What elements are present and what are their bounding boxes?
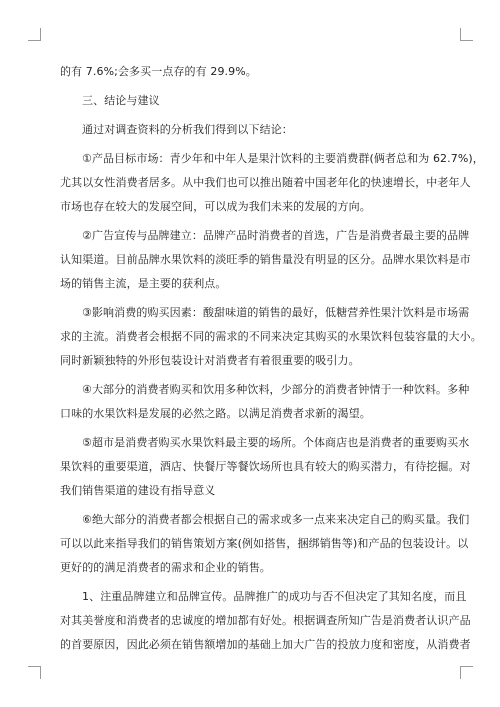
text-line: 同时新颖独特的外形包装设计对消费者有着很重要的吸引力。 [60,354,360,367]
crop-mark-bottom-left [28,666,41,679]
text-line: 我们销售渠道的建设有指导意义 [60,484,216,497]
text-line: 口味的水果饮料是发展的必然之路。以满足消费者求新的渴望。 [60,407,371,420]
text-line: 对其美誉度和消费者的忠诚度的增加都有好处。根据调查所知广告是消费者认识产品 [60,614,471,627]
text-line: 更好的的满足消费者的需求和企业的销售。 [60,561,271,574]
text-line: 场的销售主流，是主要的获利点。 [60,277,227,290]
section-heading: 三、结论与建议 [82,94,160,107]
crop-mark-top-right [460,28,473,41]
text-line: 认知渠道。目前品牌水果饮料的淡旺季的销售量没有明显的区分。品牌水果饮料是市 [60,253,471,266]
suggestion-1: 1、注重品牌建立和品牌宣传。品牌推广的成功与否不但决定了其知名度，而且 [82,590,467,603]
text-line: 求的主流。消费者会根据不同的需求的不同来决定其购买的水果饮料包装容量的大小。 [60,330,482,343]
text-line: 可以以此来指导我们的销售策划方案(例如搭售，捆绑销售等)和产品的包装设计。以 [60,537,469,550]
crop-mark-bottom-right [460,666,473,679]
conclusion-1: ①产品目标市场：青少年和中年人是果汁饮料的主要消费群(俩者总和为 62.7%)， [82,152,484,165]
conclusion-3: ③影响消费的购买因素：酸甜味道的销售的最好，低糖营养性果汁饮料是市场需 [82,306,470,319]
text-line: 的有 7.6%;会多买一点存的有 29.9%。 [60,65,257,78]
text-line: 尤其以女性消费者居多。从中我们也可以推出随着中国老年化的快速增长，中老年人 [60,176,471,189]
text-line: 果饮料的重要渠道，酒店、快餐厅等餐饮场所也具有较大的购买潜力，有待挖掘。对 [60,460,471,473]
document-body [60,64,484,652]
conclusion-6: ⑥绝大部分的消费者都会根据自己的需求或多一点来来决定自己的购买量。我们 [82,513,470,526]
crop-mark-top-left [28,28,41,41]
conclusion-5: ⑤超市是消费者购买水果饮料最主要的场所。个体商店也是消费者的重要购买水 [82,436,470,449]
text-line: 的首要原因，因此必须在销售额增加的基础上加大广告的投放力度和密度，从消费者 [60,638,471,651]
conclusion-2: ②广告宣传与品牌建立：品牌产品时消费者的首选，广告是消费者最主要的品牌 [82,229,470,242]
text-line: 市场也存在较大的发展空间，可以成为我们未来的发展的方向。 [60,200,371,213]
conclusion-4: ④大部分的消费者购买和饮用多种饮料，少部分的消费者钟情于一种饮料。多种 [82,383,470,396]
text-line: 通过对调查资料的分析我们得到以下结论： [82,123,293,136]
